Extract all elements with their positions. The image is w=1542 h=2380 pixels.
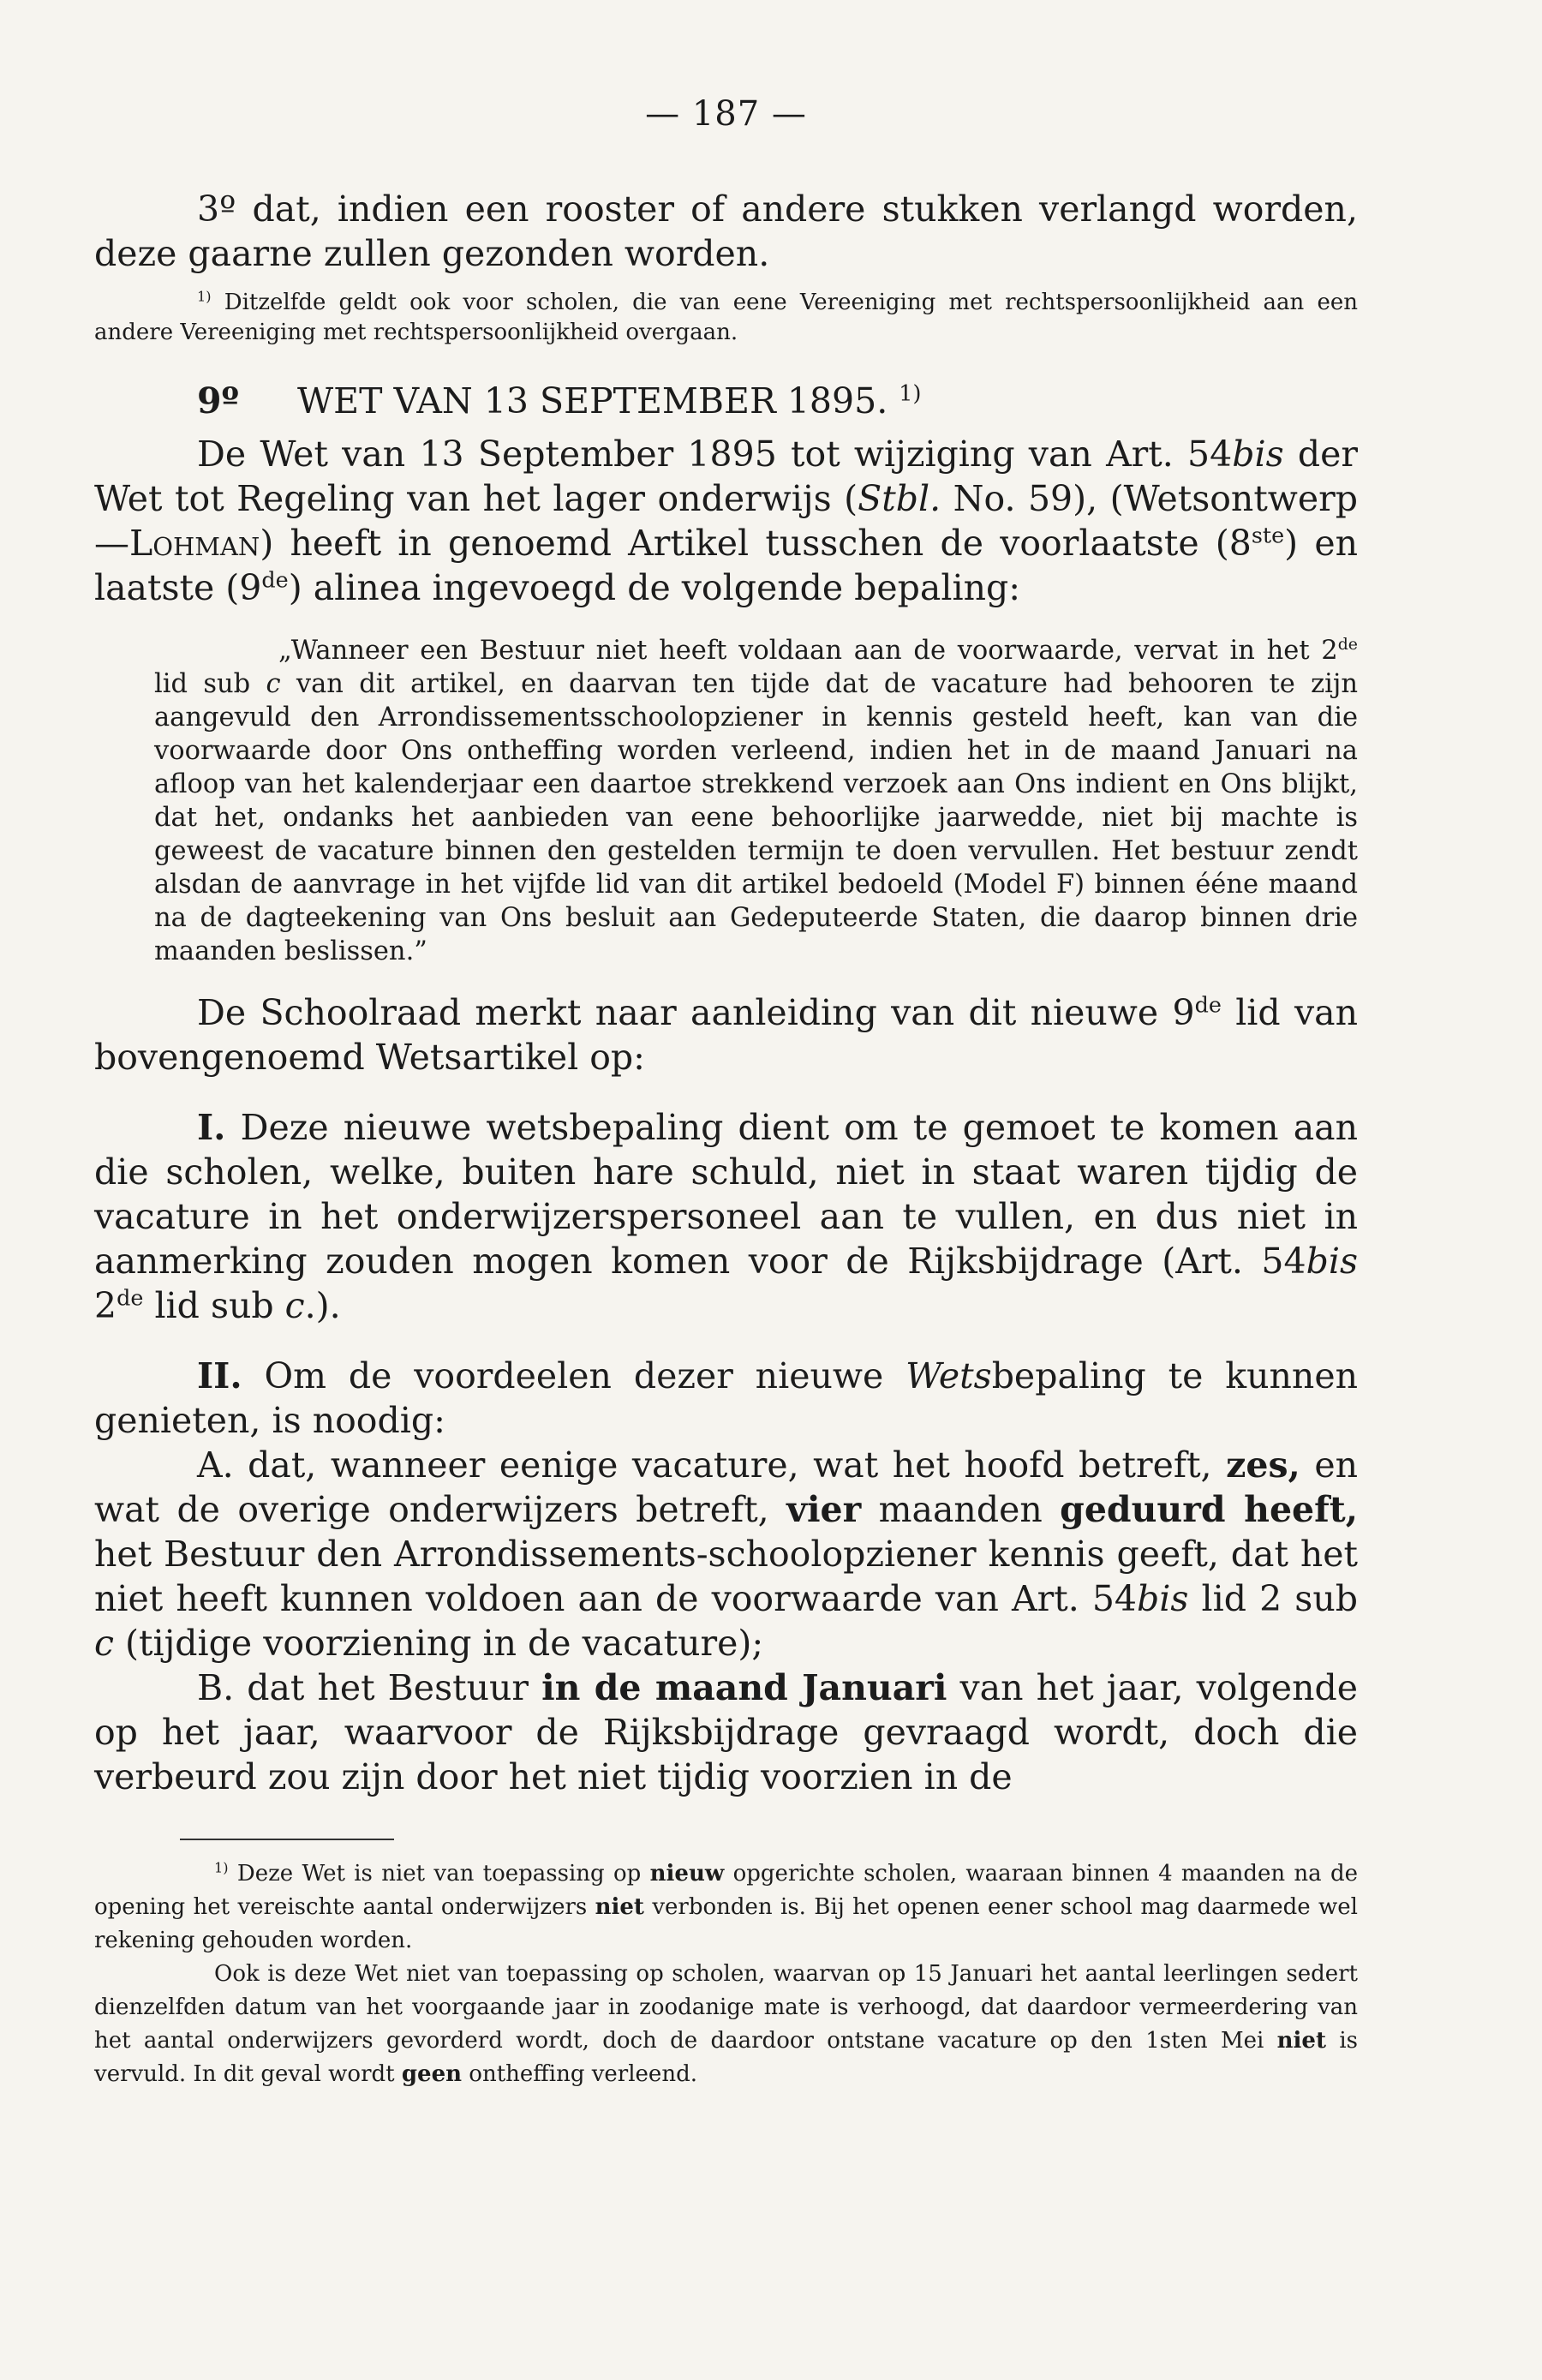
section-footnote-mark: 1) [899,380,922,406]
bottom-footnote-2: Ook is deze Wet niet van toepassing op scholen, waarvan op 15 Januari het aantal leerlingen sedert dienzelfden datum van het voorgaande jaar in zoodanige mate is verhoogd, dat daardoor vermeerdering van het aantal onderwijzers gevorderd wordt, doch de daardoor ontstane vacature op den 1sten Mei niet is vervuld. In dit geval wordt geen ontheffing verleend. [94,1961,1358,2087]
footnote-mark: 1) [197,288,212,305]
quoted-law-text: „Wanneer een Bestuur niet heeft voldaan aan de voorwaarde, vervat in het 2de lid sub c van dit artikel, en daarvan ten tijde dat de vacature had behooren te zijn aangevuld den Arrondissementsschoolopziener in kennis gesteld heeft, kan van die voorwaarde door Ons ontheffing worden verleend, indien het in de maand Januari na afloop van het kalenderjaar een daartoe strekkend verzoek aan Ons indient en Ons blijkt, dat het, ondanks het aanbieden van eene behoorlijke jaarwedde, niet bij machte is geweest de vacature binnen den gestelden termijn te doen vervullen. Het bestuur zendt alsdan de aanvrage in het vijfde lid van dit artikel bedoeld (Model F) binnen éénе maand na de dagteekening van Ons besluit aan Gedeputeerde Staten, die daarop binnen drie maanden beslissen.” [154,634,1359,966]
section-heading [197,379,1358,423]
page-number: — 187 — [645,94,807,134]
point-a-paragraph: A. dat, wanneer eenige vacature, wat het hoofd betreft, zes, en wat de overige onderwijzers betreft, vier maanden geduurd heeft, het Bestuur den Arrondissements-schoolopziener kennis geeft, dat het niet heeft kunnen voldoen aan de voorwaarde van Art. 54bis lid 2 sub c (tijdige voorziening in de vacature); [94,1444,1359,1664]
point-2-number: II. [197,1355,242,1396]
point-1-paragraph: I. Deze nieuwe wetsbepaling dient om te gemoet te komen aan die scholen, welke, buiten hare schuld, niet in staat waren tijdig de vacature in het onderwijzerspersoneel aan te vullen, en dus niet in aanmerking zouden mogen komen voor de Rijksbijdrage (Art. 54bis 2de lid sub c.). [94,1107,1358,1326]
author-name: Lohman [129,523,260,564]
item-3-paragraph: 3º dat, indien een rooster of andere stukken verlangd worden, deze gaarne zullen gezonden worden. [94,188,1358,274]
schoolraad-paragraph: De Schoolraad merkt naar aanleiding van dit nieuwe 9de lid van bovengenoemd Wetsartikel op: [94,991,1358,1078]
point-1-number: I. [197,1107,226,1148]
bottom-footnote-1: $^{1)}$ Deze Wet is niet van toepassing op nieuw opgerichte scholen, waaraan binnen 4 maanden na de opening het vereischte aantal onderwijzers niet verbonden is. Bij het openen eener school mag daarmede wel rekening gehouden worden. [94,1859,1359,1953]
footnote-divider [180,1839,394,1840]
intro-paragraph: De Wet van 13 September 1895 tot wijziging van Art. 54bis der Wet tot Regeling van het lager onderwijs (Stbl. No. 59), (Wetsontwerp—Lohman) heeft in genoemd Artikel tusschen de voorlaatste (8ste) en laatste (9de) alinea ingevoegd de volgende bepaling: [94,434,1359,608]
section-title: WET VAN 13 SEPTEMBER 1895. [297,380,888,422]
section-number: 9º [197,380,240,422]
top-footnote-text: Ditzelfde geldt ook voor scholen, die van eene Vereeniging met rechtspersoonlijkheid aan een andere Vereeniging met rechtspersoonlijkheid overgaan. [94,290,1358,345]
top-footnote [94,288,1358,348]
point-b-paragraph: B. dat het Bestuur in de maand Januari van het jaar, volgende op het jaar, waarvoor de Rijksbijdrage gevraagd wordt, doch die verbeurd zou zijn door het niet tijdig voorzien in de [94,1667,1358,1797]
point-2-paragraph: II. Om de voordeelen dezer nieuwe Wetsbepaling te kunnen genieten, is noodig: [94,1355,1358,1441]
